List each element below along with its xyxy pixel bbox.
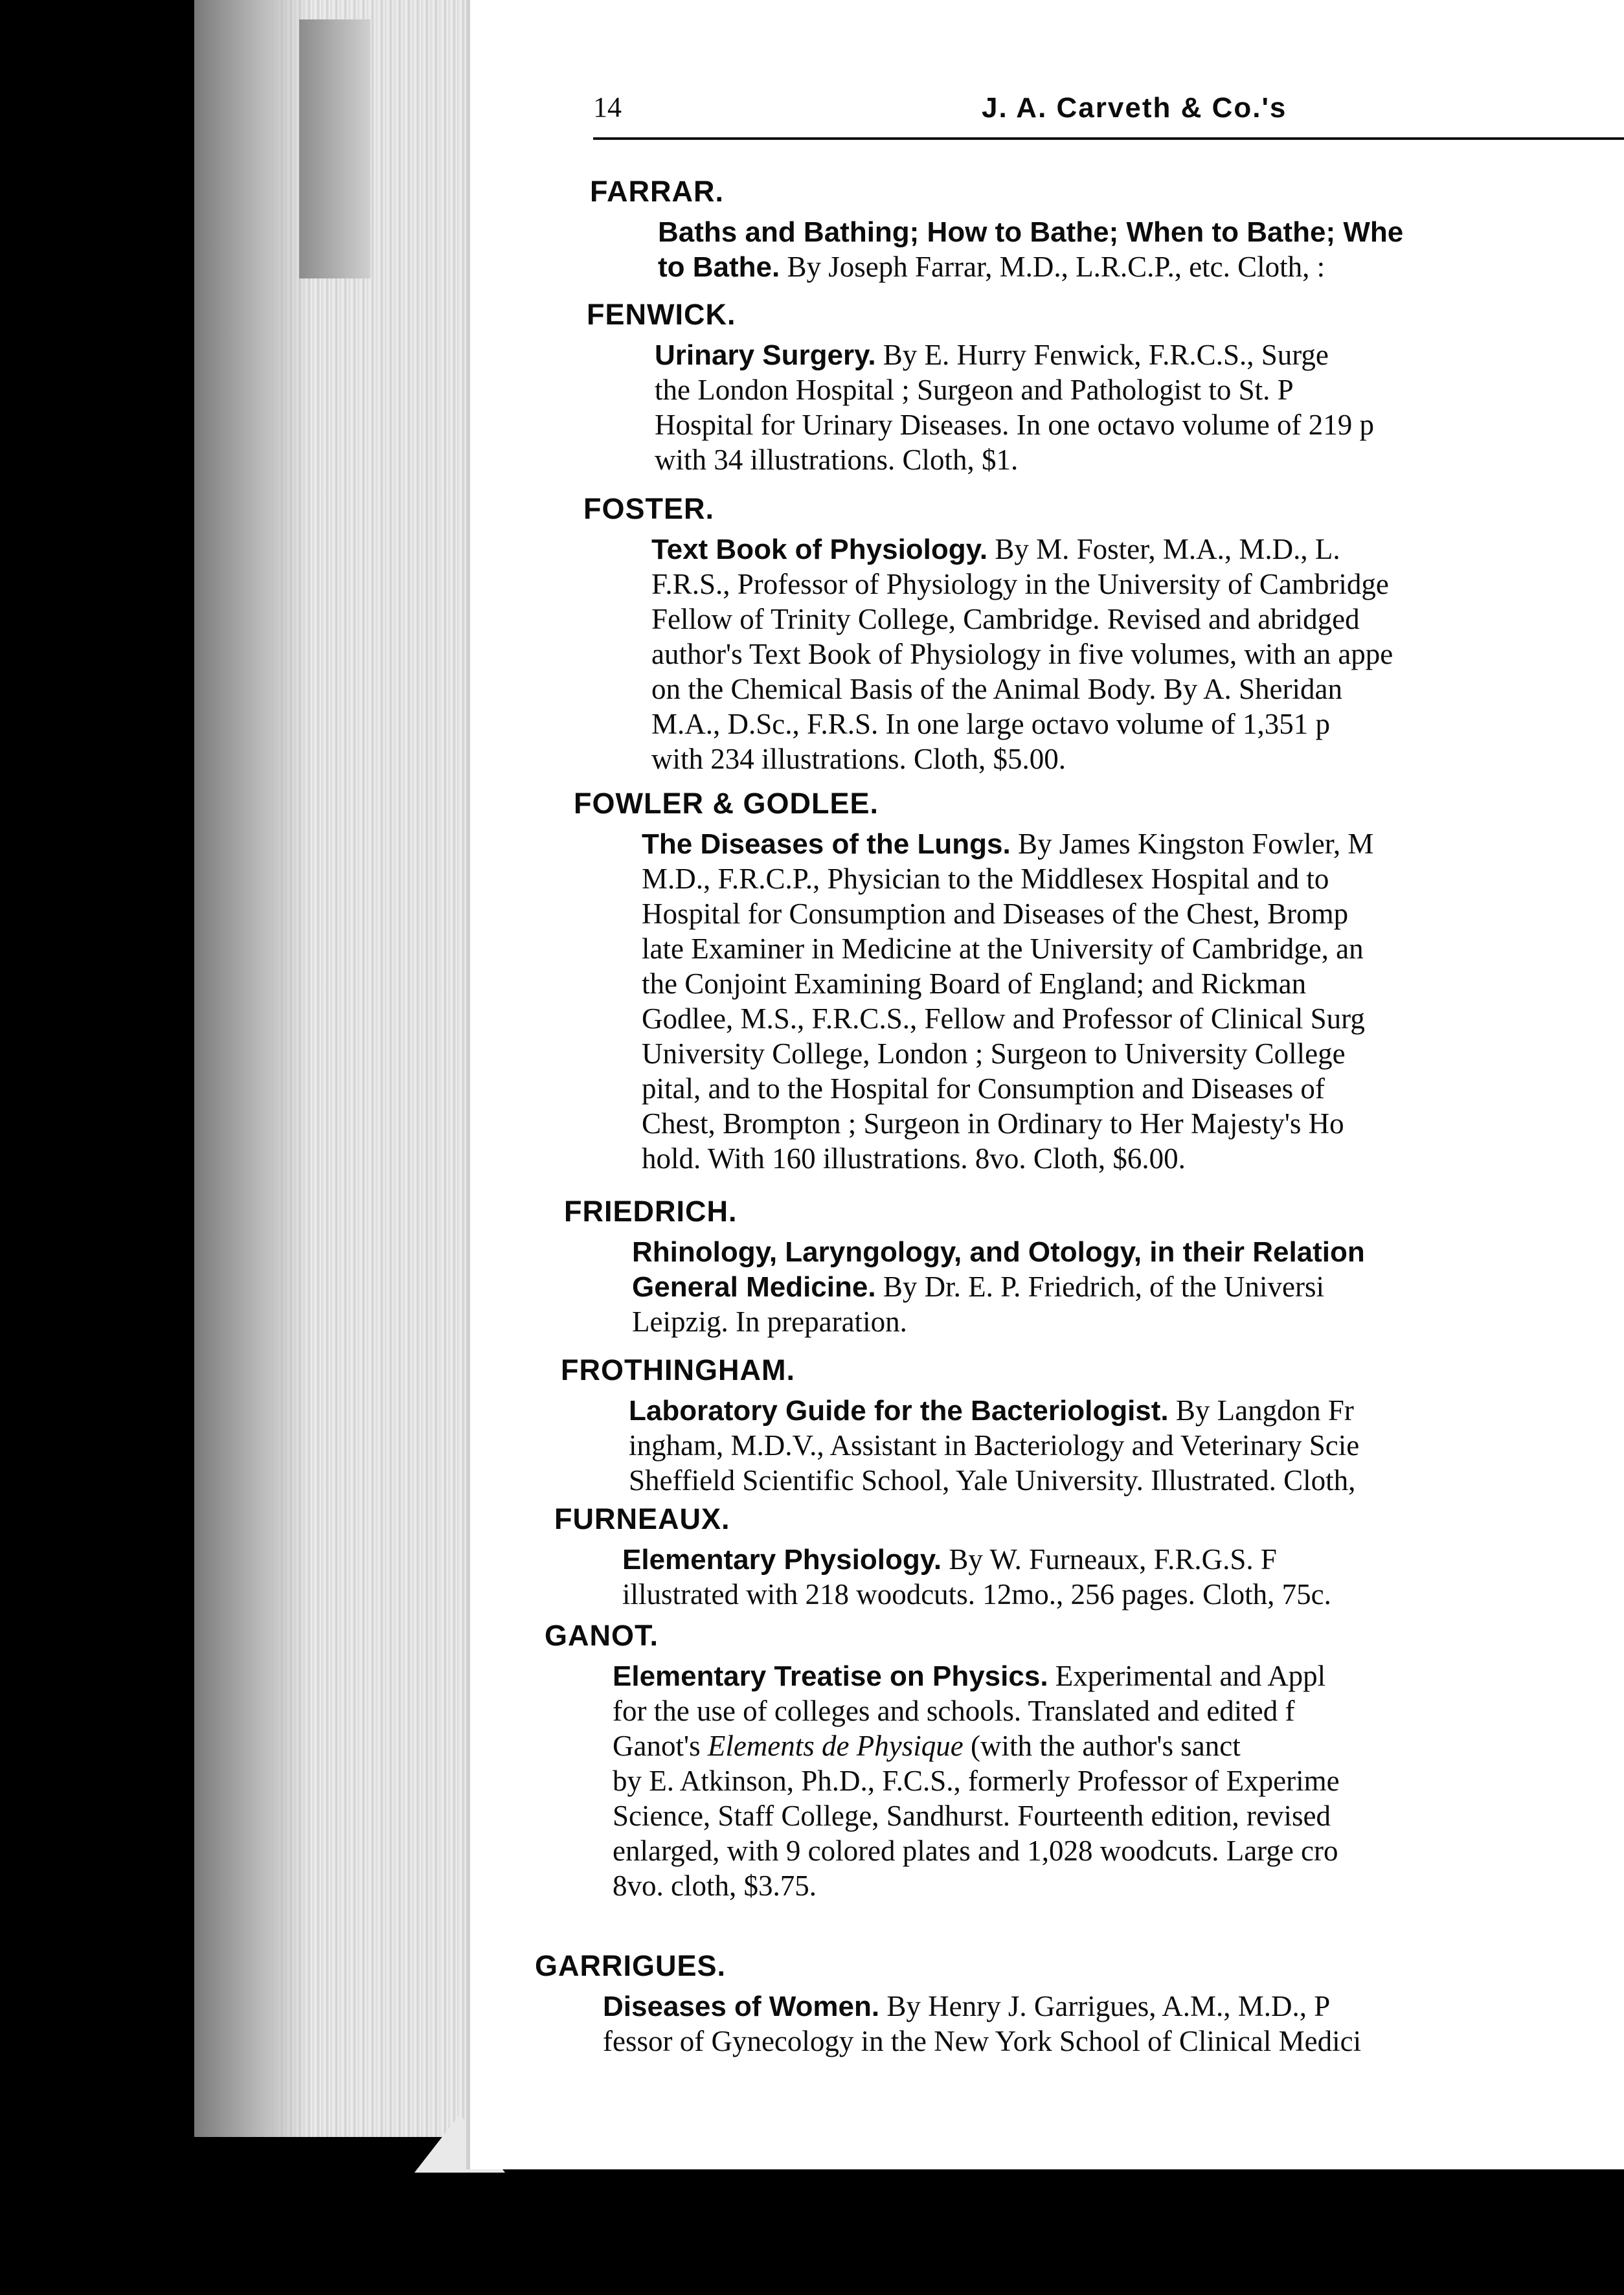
entry-line	[658, 250, 1325, 284]
entry-text: fessor of Gynecology in the New York School of Clinical Medici	[603, 2025, 1362, 2057]
entry-line	[642, 967, 1306, 1001]
book-title: The Diseases of the Lungs.	[642, 828, 1011, 860]
entry-line	[622, 1543, 1277, 1576]
entry-text: Ganot's	[613, 1730, 708, 1762]
entry-text: Experimental and Appl	[1048, 1660, 1326, 1692]
leaf-tab	[299, 19, 370, 278]
entry-line	[642, 862, 1329, 896]
entry-text: for the use of colleges and schools. Translated and edited f	[613, 1695, 1295, 1727]
entry-line	[613, 1659, 1325, 1693]
entry-text: hold. With 160 illustrations. 8vo. Cloth, $6.00.	[642, 1142, 1186, 1175]
entry-line	[651, 742, 1066, 776]
author-heading: FARRAR.	[590, 175, 724, 208]
book-title: Baths and Bathing; How to Bathe; When to Bathe; Whe	[658, 216, 1404, 248]
author-heading: GARRIGUES.	[535, 1949, 727, 1982]
author-heading: GANOT.	[545, 1619, 659, 1652]
entry-line	[632, 1305, 907, 1339]
entry-text: ingham, M.D.V., Assistant in Bacteriology and Veterinary Scie	[629, 1429, 1360, 1462]
author-heading: FOSTER.	[583, 492, 715, 525]
book-title: Laboratory Guide for the Bacteriologist.	[629, 1395, 1169, 1427]
entry-line	[642, 932, 1364, 966]
page-text	[470, 0, 1624, 2169]
entry-text: on the Chemical Basis of the Animal Body. By A. Sheridan	[651, 673, 1342, 705]
book-page	[466, 0, 1624, 2169]
entry-text: with 34 illustrations. Cloth, $1.	[655, 444, 1019, 476]
header-rule	[593, 137, 1624, 140]
entry-line	[613, 1694, 1295, 1728]
book-title: General Medicine.	[632, 1271, 876, 1303]
entry-line	[642, 1107, 1344, 1140]
entry-text: By Langdon Fr	[1168, 1394, 1354, 1427]
entry-text: Science, Staff College, Sandhurst. Fourteenth edition, revised	[613, 1800, 1331, 1832]
entry-line	[655, 408, 1374, 442]
italic-title: Elements de Physique	[707, 1730, 964, 1762]
author-heading: FENWICK.	[587, 298, 736, 331]
entry-line	[642, 1072, 1325, 1105]
entry-line	[642, 827, 1373, 861]
entry-line	[651, 602, 1360, 636]
entry-line	[629, 1464, 1355, 1497]
entry-text: By E. Hurry Fenwick, F.R.C.S., Surge	[875, 339, 1329, 371]
entry-line	[622, 1577, 1331, 1611]
entry-text: Chest, Brompton ; Surgeon in Ordinary to Her Majesty's Ho	[642, 1107, 1344, 1140]
entry-line	[651, 637, 1393, 671]
entry-text: By M. Foster, M.A., M.D., L.	[987, 533, 1340, 565]
entry-line	[642, 1142, 1186, 1175]
entry-line	[603, 2024, 1361, 2058]
entry-text: 8vo. cloth, $3.75.	[613, 1870, 817, 1902]
page-number: 14	[593, 91, 622, 123]
entry-line	[651, 707, 1330, 741]
entry-text: Leipzig. In preparation.	[632, 1306, 907, 1338]
entry-line	[651, 672, 1342, 706]
entry-line	[655, 443, 1018, 477]
book-title: Elementary Treatise on Physics.	[613, 1660, 1048, 1692]
entry-text: Hospital for Urinary Diseases. In one octavo volume of 219 p	[655, 409, 1374, 441]
entry-text: author's Text Book of Physiology in five volumes, with an appe	[651, 638, 1393, 670]
entry-text: with 234 illustrations. Cloth, $5.00.	[651, 743, 1066, 775]
entry-line	[603, 1989, 1330, 2023]
entry-text: Sheffield Scientific School, Yale University. Illustrated. Cloth,	[629, 1464, 1356, 1497]
entry-line	[613, 1869, 817, 1903]
entry-text: Fellow of Trinity College, Cambridge. Revised and abridged	[651, 603, 1360, 635]
entry-text: F.R.S., Professor of Physiology in the University of Cambridge	[651, 568, 1389, 600]
entry-text: By Henry J. Garrigues, A.M., M.D., P	[879, 1990, 1331, 2022]
entry-text: By W. Furneaux, F.R.G.S. F	[942, 1543, 1277, 1576]
entry-text: the London Hospital ; Surgeon and Pathologist to St. P	[655, 374, 1294, 406]
entry-text: M.D., F.R.C.P., Physician to the Middlesex Hospital and to	[642, 863, 1329, 895]
entry-text: University College, London ; Surgeon to University College	[642, 1037, 1346, 1070]
entry-text: By Joseph Farrar, M.D., L.R.C.P., etc. Cloth, :	[780, 251, 1325, 283]
entry-text: the Conjoint Examining Board of England; and Rickman	[642, 967, 1307, 1000]
entry-line	[655, 338, 1329, 372]
running-title: J. A. Carveth & Co.'s	[982, 92, 1287, 124]
entry-text: pital, and to the Hospital for Consumption and Diseases of	[642, 1072, 1325, 1105]
entry-line	[613, 1799, 1331, 1833]
book-title: to Bathe.	[658, 251, 780, 283]
entry-line	[613, 1834, 1338, 1868]
page-edges-shadow	[194, 0, 311, 2137]
author-heading: FOWLER & GODLEE.	[574, 787, 879, 820]
entry-text: late Examiner in Medicine at the University of Cambridge, an	[642, 933, 1364, 965]
book-title: Diseases of Women.	[603, 1991, 880, 2022]
entry-line	[655, 373, 1294, 407]
entry-text: Godlee, M.S., F.R.C.S., Fellow and Professor of Clinical Surg	[642, 1002, 1365, 1035]
entry-line	[629, 1429, 1359, 1462]
entry-text: (with the author's sanct	[963, 1730, 1241, 1762]
entry-line	[613, 1729, 1241, 1763]
entry-text: Hospital for Consumption and Diseases of the Chest, Bromp	[642, 898, 1349, 930]
entry-line	[642, 1037, 1346, 1070]
author-heading: FURNEAUX.	[554, 1502, 730, 1535]
entry-text: M.A., D.Sc., F.R.S. In one large octavo volume of 1,351 p	[651, 708, 1330, 740]
entry-text: By James Kingston Fowler, M	[1010, 828, 1374, 860]
author-heading: FRIEDRICH.	[564, 1195, 738, 1228]
entry-line	[651, 532, 1340, 566]
entry-line	[651, 567, 1389, 601]
entry-line	[632, 1235, 1365, 1269]
author-heading: FROTHINGHAM.	[561, 1353, 795, 1386]
entry-text: by E. Atkinson, Ph.D., F.C.S., formerly Professor of Experime	[613, 1765, 1340, 1797]
entry-line	[642, 897, 1348, 931]
entry-line	[658, 215, 1403, 249]
entry-text: enlarged, with 9 colored plates and 1,028 woodcuts. Large cro	[613, 1835, 1338, 1867]
entry-line	[613, 1764, 1340, 1798]
entry-line	[632, 1270, 1324, 1304]
entry-line	[629, 1394, 1354, 1427]
book-title: Elementary Physiology.	[622, 1544, 942, 1576]
book-title: Text Book of Physiology.	[651, 534, 988, 565]
entry-text: illustrated with 218 woodcuts. 12mo., 256 pages. Cloth, 75c.	[622, 1578, 1331, 1611]
book-title: Rhinology, Laryngology, and Otology, in their Relation	[632, 1236, 1365, 1268]
entry-line	[642, 1002, 1365, 1035]
book-title: Urinary Surgery.	[655, 339, 876, 371]
entry-text: By Dr. E. P. Friedrich, of the Universi	[875, 1271, 1325, 1303]
